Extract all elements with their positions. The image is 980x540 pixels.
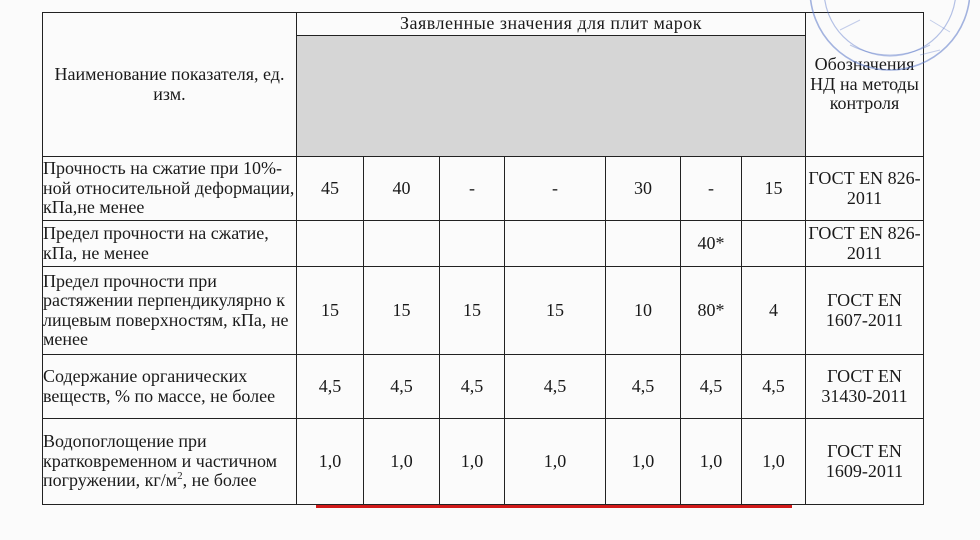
value-cell: - bbox=[440, 157, 505, 221]
row-name: Предел прочности на сжатие, кПа, не менее bbox=[43, 221, 297, 267]
value-cell: 1,0 bbox=[505, 419, 606, 505]
value-cell: 4,5 bbox=[505, 355, 606, 419]
value-cell: 4,5 bbox=[364, 355, 440, 419]
redacted-block bbox=[297, 36, 805, 156]
header-group-cell bbox=[297, 13, 806, 36]
value-cell: - bbox=[681, 157, 742, 221]
value-cell: 4,5 bbox=[606, 355, 681, 419]
value-cell: 4,5 bbox=[681, 355, 742, 419]
header-methods-text: Обозначения НД на методы контроля bbox=[810, 54, 919, 114]
row-name-main: Водопоглощение при кратковременном и частичном погружении, кг/м bbox=[43, 431, 278, 491]
value-cell bbox=[606, 221, 681, 267]
table-row bbox=[43, 267, 924, 355]
value-cell: 40 bbox=[364, 157, 440, 221]
method-cell: ГОСТ EN 1607-2011 bbox=[806, 267, 924, 355]
table-row bbox=[43, 419, 924, 505]
table-row bbox=[43, 157, 924, 221]
value-cell: 1,0 bbox=[364, 419, 440, 505]
value-cell: 15 bbox=[742, 157, 806, 221]
header-name-text: Наименование показателя, ед. изм. bbox=[54, 64, 285, 104]
row-name-tail: , не более bbox=[182, 470, 257, 491]
redacted-brands-cell bbox=[297, 36, 806, 157]
value-cell: 4 bbox=[742, 267, 806, 355]
value-cell: 15 bbox=[505, 267, 606, 355]
value-cell: 4,5 bbox=[297, 355, 364, 419]
table-row bbox=[43, 355, 924, 419]
value-cell bbox=[297, 221, 364, 267]
specification-table bbox=[42, 12, 924, 505]
row-name: Предел прочности при растяжении перпендикулярно к лицевым поверхностям, кПа, не менее bbox=[43, 267, 297, 355]
row-name: Содержание органических веществ, % по массе, не более bbox=[43, 355, 297, 419]
header-group-text: Заявленные значения для плит марок bbox=[399, 13, 702, 34]
value-cell: 15 bbox=[364, 267, 440, 355]
header-name-cell bbox=[43, 13, 297, 157]
value-cell: 1,0 bbox=[742, 419, 806, 505]
value-cell bbox=[505, 221, 606, 267]
value-cell: 80* bbox=[681, 267, 742, 355]
stamp-seal-icon bbox=[780, 0, 970, 80]
value-cell: 40* bbox=[681, 221, 742, 267]
method-cell: ГОСТ EN 1609-2011 bbox=[806, 419, 924, 505]
value-cell: 10 bbox=[606, 267, 681, 355]
value-cell: 1,0 bbox=[681, 419, 742, 505]
value-cell: 1,0 bbox=[297, 419, 364, 505]
row-name: Прочность на сжатие при 10%-ной относительной деформации, кПа,не менее bbox=[43, 157, 297, 221]
row-name-superscript: 2 bbox=[177, 470, 183, 483]
value-cell: 1,0 bbox=[606, 419, 681, 505]
value-cell bbox=[742, 221, 806, 267]
method-cell: ГОСТ EN 31430-2011 bbox=[806, 355, 924, 419]
value-cell: 45 bbox=[297, 157, 364, 221]
value-cell: - bbox=[505, 157, 606, 221]
value-cell: 30 bbox=[606, 157, 681, 221]
table-row bbox=[43, 221, 924, 267]
method-cell: ГОСТ EN 826-2011 bbox=[806, 157, 924, 221]
value-cell bbox=[364, 221, 440, 267]
method-cell: ГОСТ EN 826-2011 bbox=[806, 221, 924, 267]
value-cell: 15 bbox=[440, 267, 505, 355]
value-cell: 4,5 bbox=[440, 355, 505, 419]
row-name bbox=[43, 419, 297, 505]
red-underline bbox=[316, 505, 792, 508]
value-cell bbox=[440, 221, 505, 267]
value-cell: 1,0 bbox=[440, 419, 505, 505]
value-cell: 4,5 bbox=[742, 355, 806, 419]
value-cell: 15 bbox=[297, 267, 364, 355]
